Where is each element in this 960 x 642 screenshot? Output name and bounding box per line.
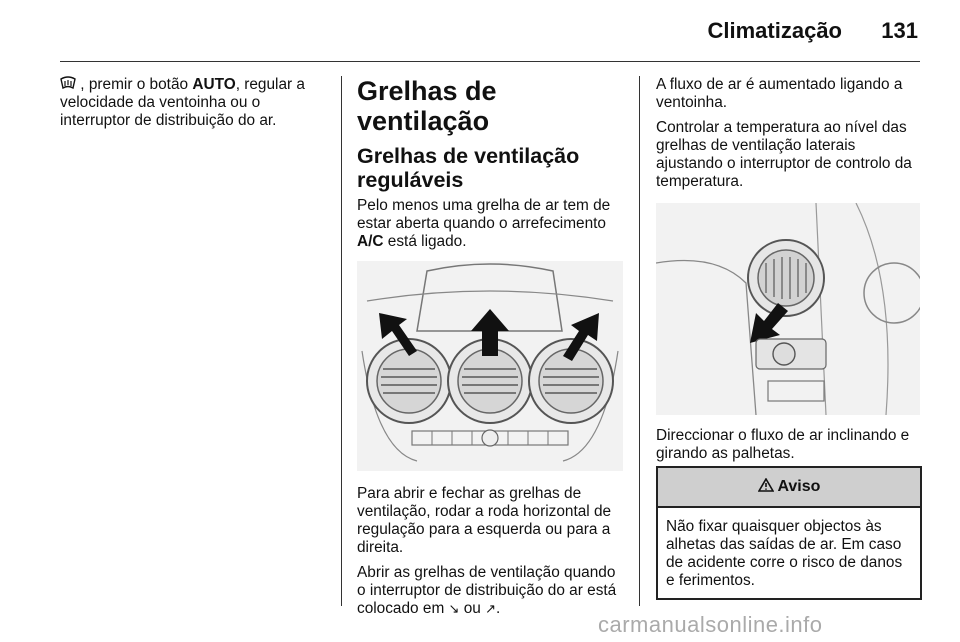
warning-title: Aviso xyxy=(777,478,821,495)
col2-paragraph-3: Abrir as grelhas de ventilação quando o interruptor de distribuição do ar está colocado em ↘ ou ↗. xyxy=(357,564,617,617)
section-subheading: Grelhas de ventilação reguláveis xyxy=(357,144,580,192)
page-number: 131 xyxy=(881,18,918,43)
col3-paragraph-3: Direccionar o fluxo de ar inclinando e girando as palhetas. xyxy=(656,427,910,462)
column-1 xyxy=(60,76,330,137)
center-vents-illustration xyxy=(357,261,623,471)
col2-paragraph-2: Para abrir e fechar as grelhas de ventilação, rodar a roda horizontal de regulação para a esquerda ou para a direita. xyxy=(357,485,612,556)
ac-label: A/C xyxy=(357,233,384,250)
warning-icon xyxy=(758,478,778,495)
column-2 xyxy=(357,76,623,626)
side-vent-illustration xyxy=(656,203,920,415)
col3-paragraph-2: Controlar a temperatura ao nível das grelhas de ventilação laterais ajustando o interruptor de controlo da temperatura. xyxy=(656,119,912,190)
warning-header xyxy=(658,468,920,508)
header-title: Climatização xyxy=(707,18,842,43)
col1-paragraph: , premir o botão AUTO, regular a velocidade da ventoinha ou o interruptor de distribuição do ar. xyxy=(60,76,305,129)
column-divider-2 xyxy=(639,76,640,606)
page-header xyxy=(0,0,960,60)
warning-body: Não fixar quaisquer objectos às alhetas das saídas de ar. Em caso de acidente corre o risco de danos e ferimentos. xyxy=(666,518,903,589)
auto-label: AUTO xyxy=(192,76,236,93)
side-vent xyxy=(748,240,824,316)
airflow-head-floor-icon: ↗ xyxy=(485,602,497,617)
airflow-floor-icon: ↘ xyxy=(448,602,460,617)
warning-box xyxy=(656,466,922,600)
column-3 xyxy=(656,76,922,470)
defrost-icon xyxy=(60,76,80,93)
col3-paragraph-1: A fluxo de ar é aumentado ligando a ventoinha. xyxy=(656,76,903,111)
col2-paragraph-1: Pelo menos uma grelha de ar tem de estar aberta quando o arrefecimento A/C está ligado. xyxy=(357,197,611,250)
section-heading: Grelhas de ventilação xyxy=(357,76,497,136)
watermark: carmanualsonline.info xyxy=(598,612,823,637)
header-rule xyxy=(60,61,920,62)
column-divider-1 xyxy=(341,76,342,606)
